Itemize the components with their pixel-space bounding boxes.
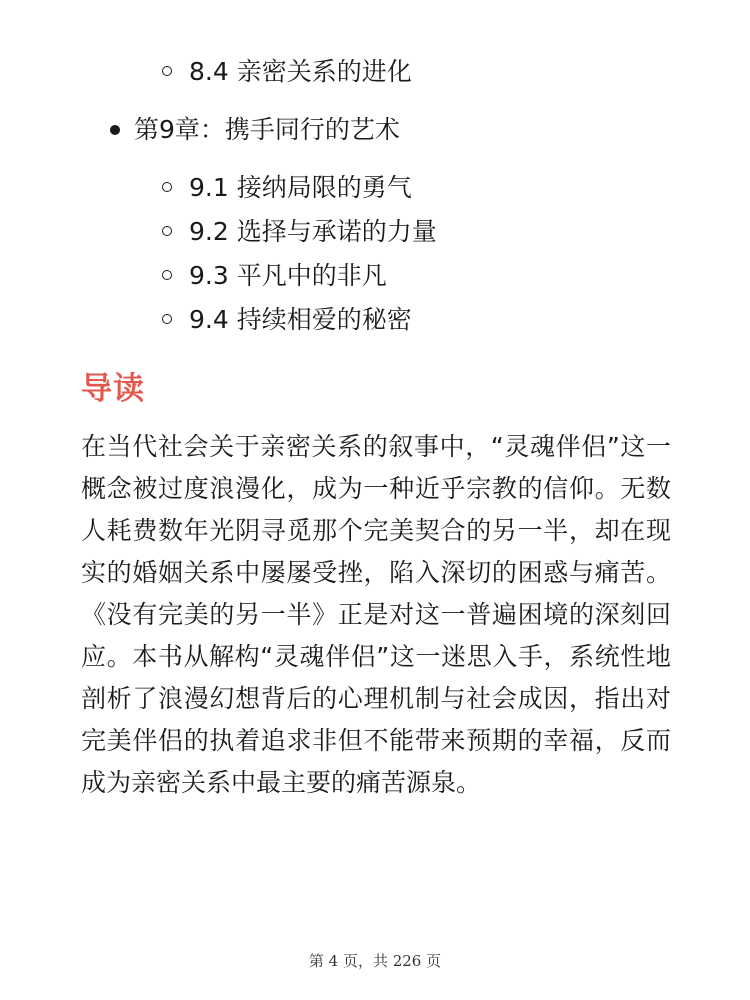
toc-subsection-label: 8.4 亲密关系的进化 <box>189 57 412 86</box>
toc-subsection-item[interactable] <box>0 166 750 210</box>
toc-chapter-label: 第9章：携手同行的艺术 <box>134 115 400 144</box>
section-heading: 导读 <box>81 371 145 407</box>
hollow-circle-bullet-icon <box>162 66 172 76</box>
toc-subsection-label: 9.1 接纳局限的勇气 <box>189 173 412 202</box>
toc-subsection-item[interactable] <box>0 254 750 298</box>
toc-subsection-item[interactable] <box>0 298 750 342</box>
table-of-contents <box>0 50 750 342</box>
toc-subsection-item[interactable] <box>0 50 750 94</box>
toc-subsection-label: 9.4 持续相爱的秘密 <box>189 305 412 334</box>
filled-circle-bullet-icon <box>110 125 120 135</box>
toc-subsection-item[interactable] <box>0 210 750 254</box>
toc-subsection-label: 9.3 平凡中的非凡 <box>189 261 387 290</box>
hollow-circle-bullet-icon <box>162 182 172 192</box>
toc-subsection-label: 9.2 选择与承诺的力量 <box>189 217 437 246</box>
page-number-footer: 第 4 页，共 226 页 <box>308 952 442 970</box>
toc-chapter-item[interactable] <box>0 108 750 152</box>
section-body-paragraph: 在当代社会关于亲密关系的叙事中，“灵魂伴侣”这一概念被过度浪漫化，成为一种近乎宗教的信仰。无数人耗费数年光阴寻觅那个完美契合的另一半，却在现实的婚姻关系中屡屡受挫，陷入深切的困惑与痛苦。《没有完美的另一半》正是对这一普遍困境的深刻回应。本书从解构“灵魂伴侣”这一迷思入手，系统性地剖析了浪漫幻想背后的心理机制与社会成因，指出对完美伴侣的执着追求非但不能带来预期的幸福，反而成为亲密关系中最主要的痛苦源泉。 <box>81 432 671 797</box>
hollow-circle-bullet-icon <box>162 314 172 324</box>
hollow-circle-bullet-icon <box>162 226 172 236</box>
hollow-circle-bullet-icon <box>162 270 172 280</box>
